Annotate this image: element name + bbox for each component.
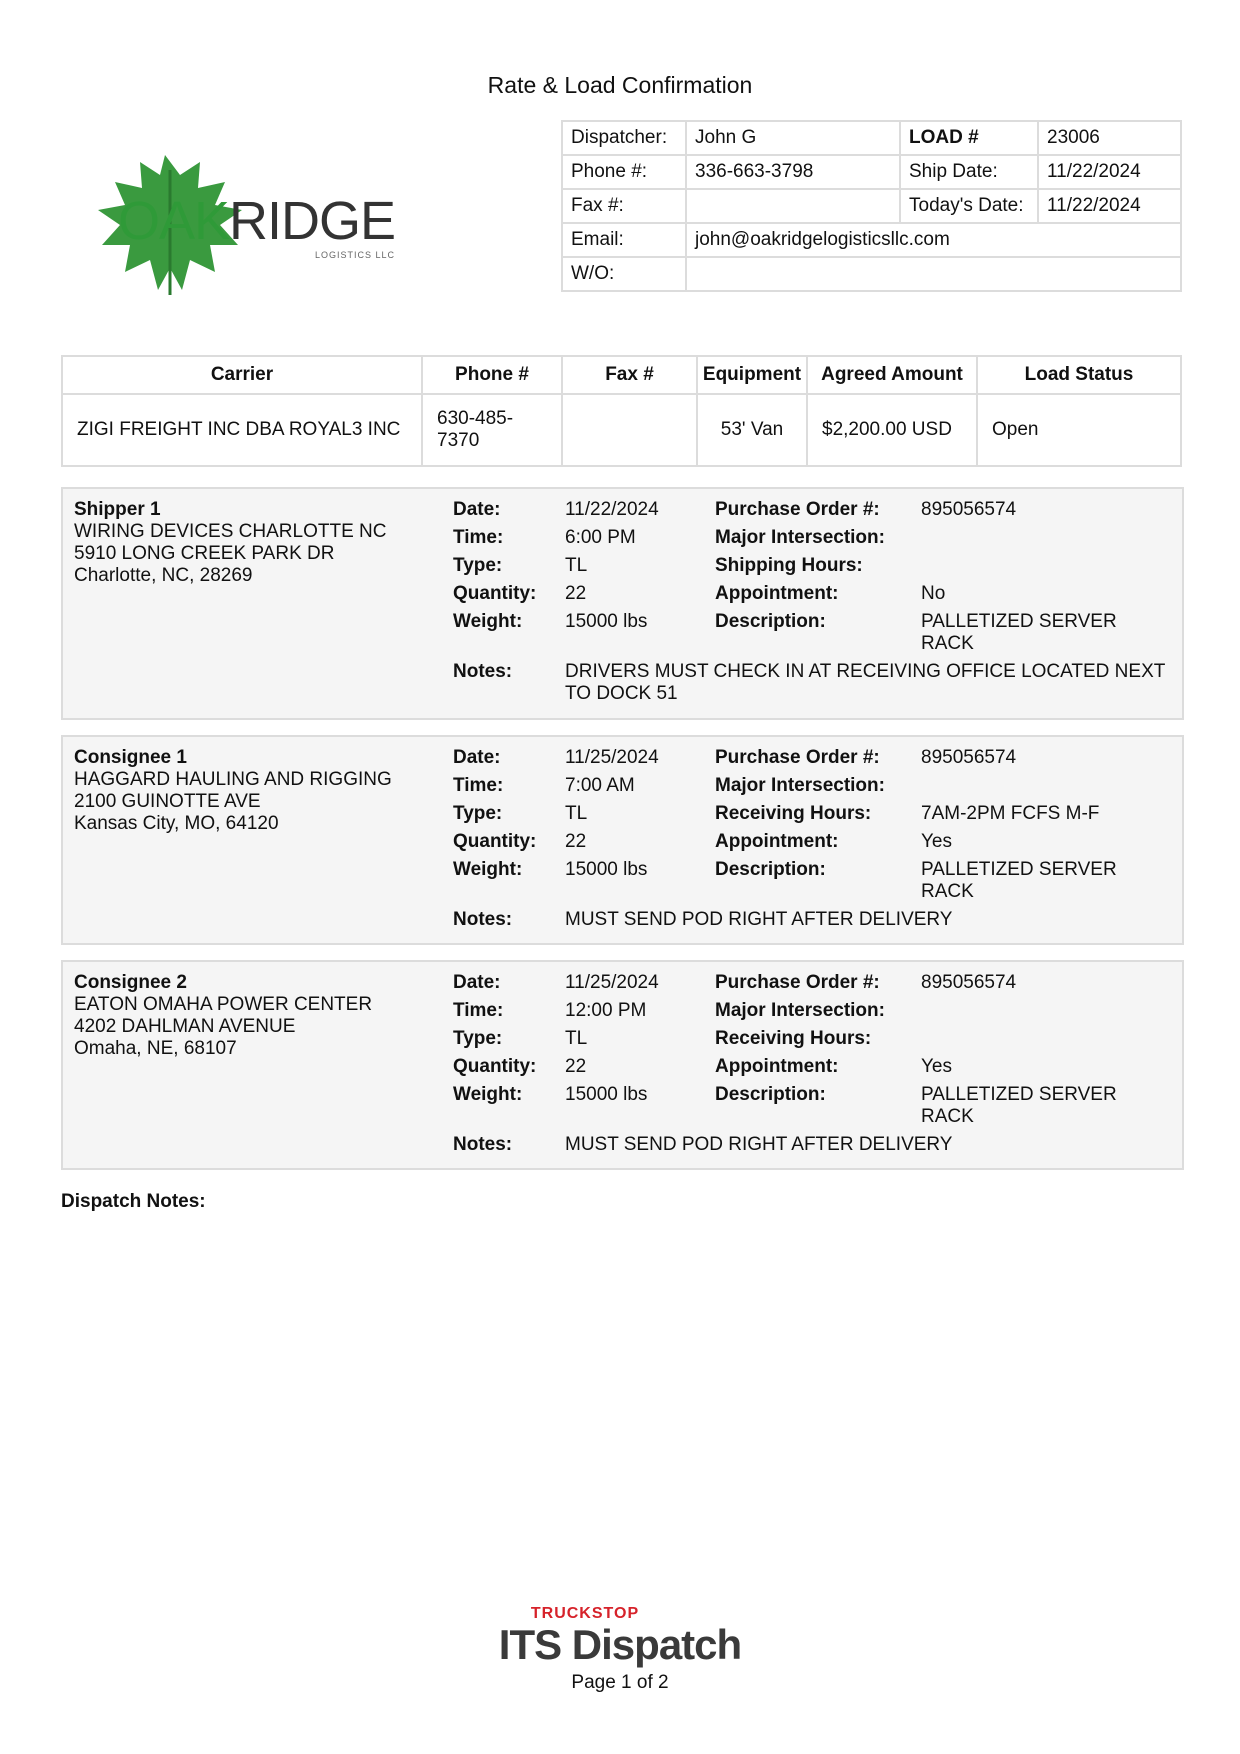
time-label: Time: — [453, 1000, 504, 1021]
agreed-amount-header: Agreed Amount — [807, 356, 977, 394]
date-value: 11/25/2024 — [565, 747, 659, 768]
company-logo — [70, 150, 410, 300]
consignee-1-section — [61, 735, 1184, 945]
shipper-1-section — [61, 487, 1184, 720]
carrier-table — [61, 355, 1182, 467]
equipment-header: Equipment — [697, 356, 807, 394]
time-label: Time: — [453, 775, 504, 796]
po-value: 895056574 — [921, 499, 1017, 520]
intersection-label: Major Intersection: — [715, 775, 885, 796]
receiving-hours-value — [921, 1028, 1173, 1050]
quantity-value: 22 — [565, 831, 587, 852]
quantity-label: Quantity: — [453, 831, 537, 852]
type-value: TL — [565, 803, 588, 824]
stop-title: Consignee 1 — [74, 747, 187, 768]
page-number: Page 1 of 2 — [571, 1672, 669, 1693]
notes-label: Notes: — [453, 661, 513, 682]
wo-value — [686, 257, 1181, 291]
receiving-hours-value: 7AM-2PM FCFS M-F — [921, 803, 1100, 824]
stop-street: 4202 DAHLMAN AVENUE — [74, 1016, 296, 1037]
phone-label: Phone #: — [562, 155, 686, 189]
po-label: Purchase Order #: — [715, 972, 880, 993]
weight-value: 15000 lbs — [565, 611, 648, 632]
stop-street: 5910 LONG CREEK PARK DR — [74, 543, 335, 564]
stop-title: Consignee 2 — [74, 972, 187, 993]
po-label: Purchase Order #: — [715, 499, 880, 520]
ship-date-value: 11/22/2024 — [1038, 155, 1181, 189]
notes-value: MUST SEND POD RIGHT AFTER DELIVERY — [565, 909, 953, 930]
truckstop-label: TRUCKSTOP — [530, 1605, 640, 1622]
its-dispatch-logo — [0, 1605, 1240, 1667]
intersection-value — [921, 527, 1173, 549]
time-label: Time: — [453, 527, 504, 548]
email-value: john@oakridgelogisticsllc.com — [686, 223, 1181, 257]
appointment-value: Yes — [921, 1056, 952, 1077]
description-label: Description: — [715, 859, 826, 880]
receiving-hours-label: Receiving Hours: — [715, 1028, 872, 1049]
notes-label: Notes: — [453, 1134, 513, 1155]
po-label: Purchase Order #: — [715, 747, 880, 768]
quantity-value: 22 — [565, 583, 587, 604]
dispatcher-value: John G — [686, 121, 900, 155]
date-value: 11/22/2024 — [565, 499, 659, 520]
carrier-equipment: 53' Van — [697, 394, 807, 466]
appointment-label: Appointment: — [715, 583, 839, 604]
carrier-header: Carrier — [62, 356, 422, 394]
stop-name: WIRING DEVICES CHARLOTTE NC — [74, 521, 387, 542]
type-value: TL — [565, 555, 588, 576]
time-value: 7:00 AM — [565, 775, 635, 796]
stop-city: Omaha, NE, 68107 — [74, 1038, 237, 1059]
phone-value: 336-663-3798 — [686, 155, 900, 189]
dispatcher-label: Dispatcher: — [562, 121, 686, 155]
description-label: Description: — [715, 611, 826, 632]
time-value: 12:00 PM — [565, 1000, 647, 1021]
weight-value: 15000 lbs — [565, 859, 648, 880]
todays-date-value: 11/22/2024 — [1038, 189, 1181, 223]
description-value: PALLETIZED SERVER RACK — [921, 611, 1117, 654]
weight-value: 15000 lbs — [565, 1084, 648, 1105]
load-label: LOAD # — [900, 121, 1038, 155]
description-label: Description: — [715, 1084, 826, 1105]
consignee-2-section — [61, 960, 1184, 1170]
its-dispatch-label: ITS Dispatch — [498, 1621, 742, 1668]
table-row — [62, 394, 1181, 466]
stop-street: 2100 GUINOTTE AVE — [74, 791, 261, 812]
stop-city: Charlotte, NC, 28269 — [74, 565, 253, 586]
load-status-header: Load Status — [977, 356, 1181, 394]
dispatch-info-table — [561, 120, 1182, 292]
intersection-label: Major Intersection: — [715, 527, 885, 548]
type-label: Type: — [453, 555, 503, 576]
description-value: PALLETIZED SERVER RACK — [921, 1084, 1117, 1127]
ship-date-label: Ship Date: — [900, 155, 1038, 189]
quantity-value: 22 — [565, 1056, 587, 1077]
date-label: Date: — [453, 972, 501, 993]
date-value: 11/25/2024 — [565, 972, 659, 993]
dispatch-notes-label: Dispatch Notes: — [61, 1191, 206, 1212]
quantity-label: Quantity: — [453, 583, 537, 604]
notes-value: DRIVERS MUST CHECK IN AT RECEIVING OFFICE LOCATED NEXT TO DOCK 51 — [565, 661, 1166, 704]
appointment-value: Yes — [921, 831, 952, 852]
appointment-label: Appointment: — [715, 1056, 839, 1077]
fax-label: Fax #: — [562, 189, 686, 223]
email-label: Email: — [562, 223, 686, 257]
fax-value — [686, 189, 900, 223]
carrier-name: ZIGI FREIGHT INC DBA ROYAL3 INC — [62, 394, 422, 466]
description-value: PALLETIZED SERVER RACK — [921, 859, 1117, 902]
shipping-hours-label: Shipping Hours: — [715, 555, 863, 576]
stop-city: Kansas City, MO, 64120 — [74, 813, 279, 834]
shipping-hours-value — [921, 555, 1173, 577]
quantity-label: Quantity: — [453, 1056, 537, 1077]
stop-name: EATON OMAHA POWER CENTER — [74, 994, 373, 1015]
weight-label: Weight: — [453, 859, 523, 880]
wo-label: W/O: — [562, 257, 686, 291]
agreed-amount: $2,200.00 USD — [807, 394, 977, 466]
stop-name: HAGGARD HAULING AND RIGGING — [74, 769, 392, 790]
logo-wordmark: OAKRIDGE — [118, 191, 396, 251]
stop-title: Shipper 1 — [74, 499, 161, 520]
carrier-fax — [562, 394, 697, 466]
appointment-label: Appointment: — [715, 831, 839, 852]
type-label: Type: — [453, 1028, 503, 1049]
load-status: Open — [977, 394, 1181, 466]
notes-value: MUST SEND POD RIGHT AFTER DELIVERY — [565, 1134, 953, 1155]
date-label: Date: — [453, 747, 501, 768]
load-value: 23006 — [1038, 121, 1181, 155]
po-value: 895056574 — [921, 972, 1017, 993]
date-label: Date: — [453, 499, 501, 520]
intersection-value — [921, 775, 1173, 797]
appointment-value: No — [921, 583, 946, 604]
po-value: 895056574 — [921, 747, 1017, 768]
fax-header: Fax # — [562, 356, 697, 394]
logo-subtitle: LOGISTICS LLC — [315, 250, 396, 260]
phone-header: Phone # — [422, 356, 562, 394]
notes-label: Notes: — [453, 909, 513, 930]
document-title: Rate & Load Confirmation — [487, 72, 753, 98]
weight-label: Weight: — [453, 1084, 523, 1105]
todays-date-label: Today's Date: — [900, 189, 1038, 223]
carrier-phone: 630-485-7370 — [422, 394, 562, 466]
intersection-label: Major Intersection: — [715, 1000, 885, 1021]
receiving-hours-label: Receiving Hours: — [715, 803, 872, 824]
time-value: 6:00 PM — [565, 527, 636, 548]
type-label: Type: — [453, 803, 503, 824]
weight-label: Weight: — [453, 611, 523, 632]
intersection-value — [921, 1000, 1173, 1022]
type-value: TL — [565, 1028, 588, 1049]
